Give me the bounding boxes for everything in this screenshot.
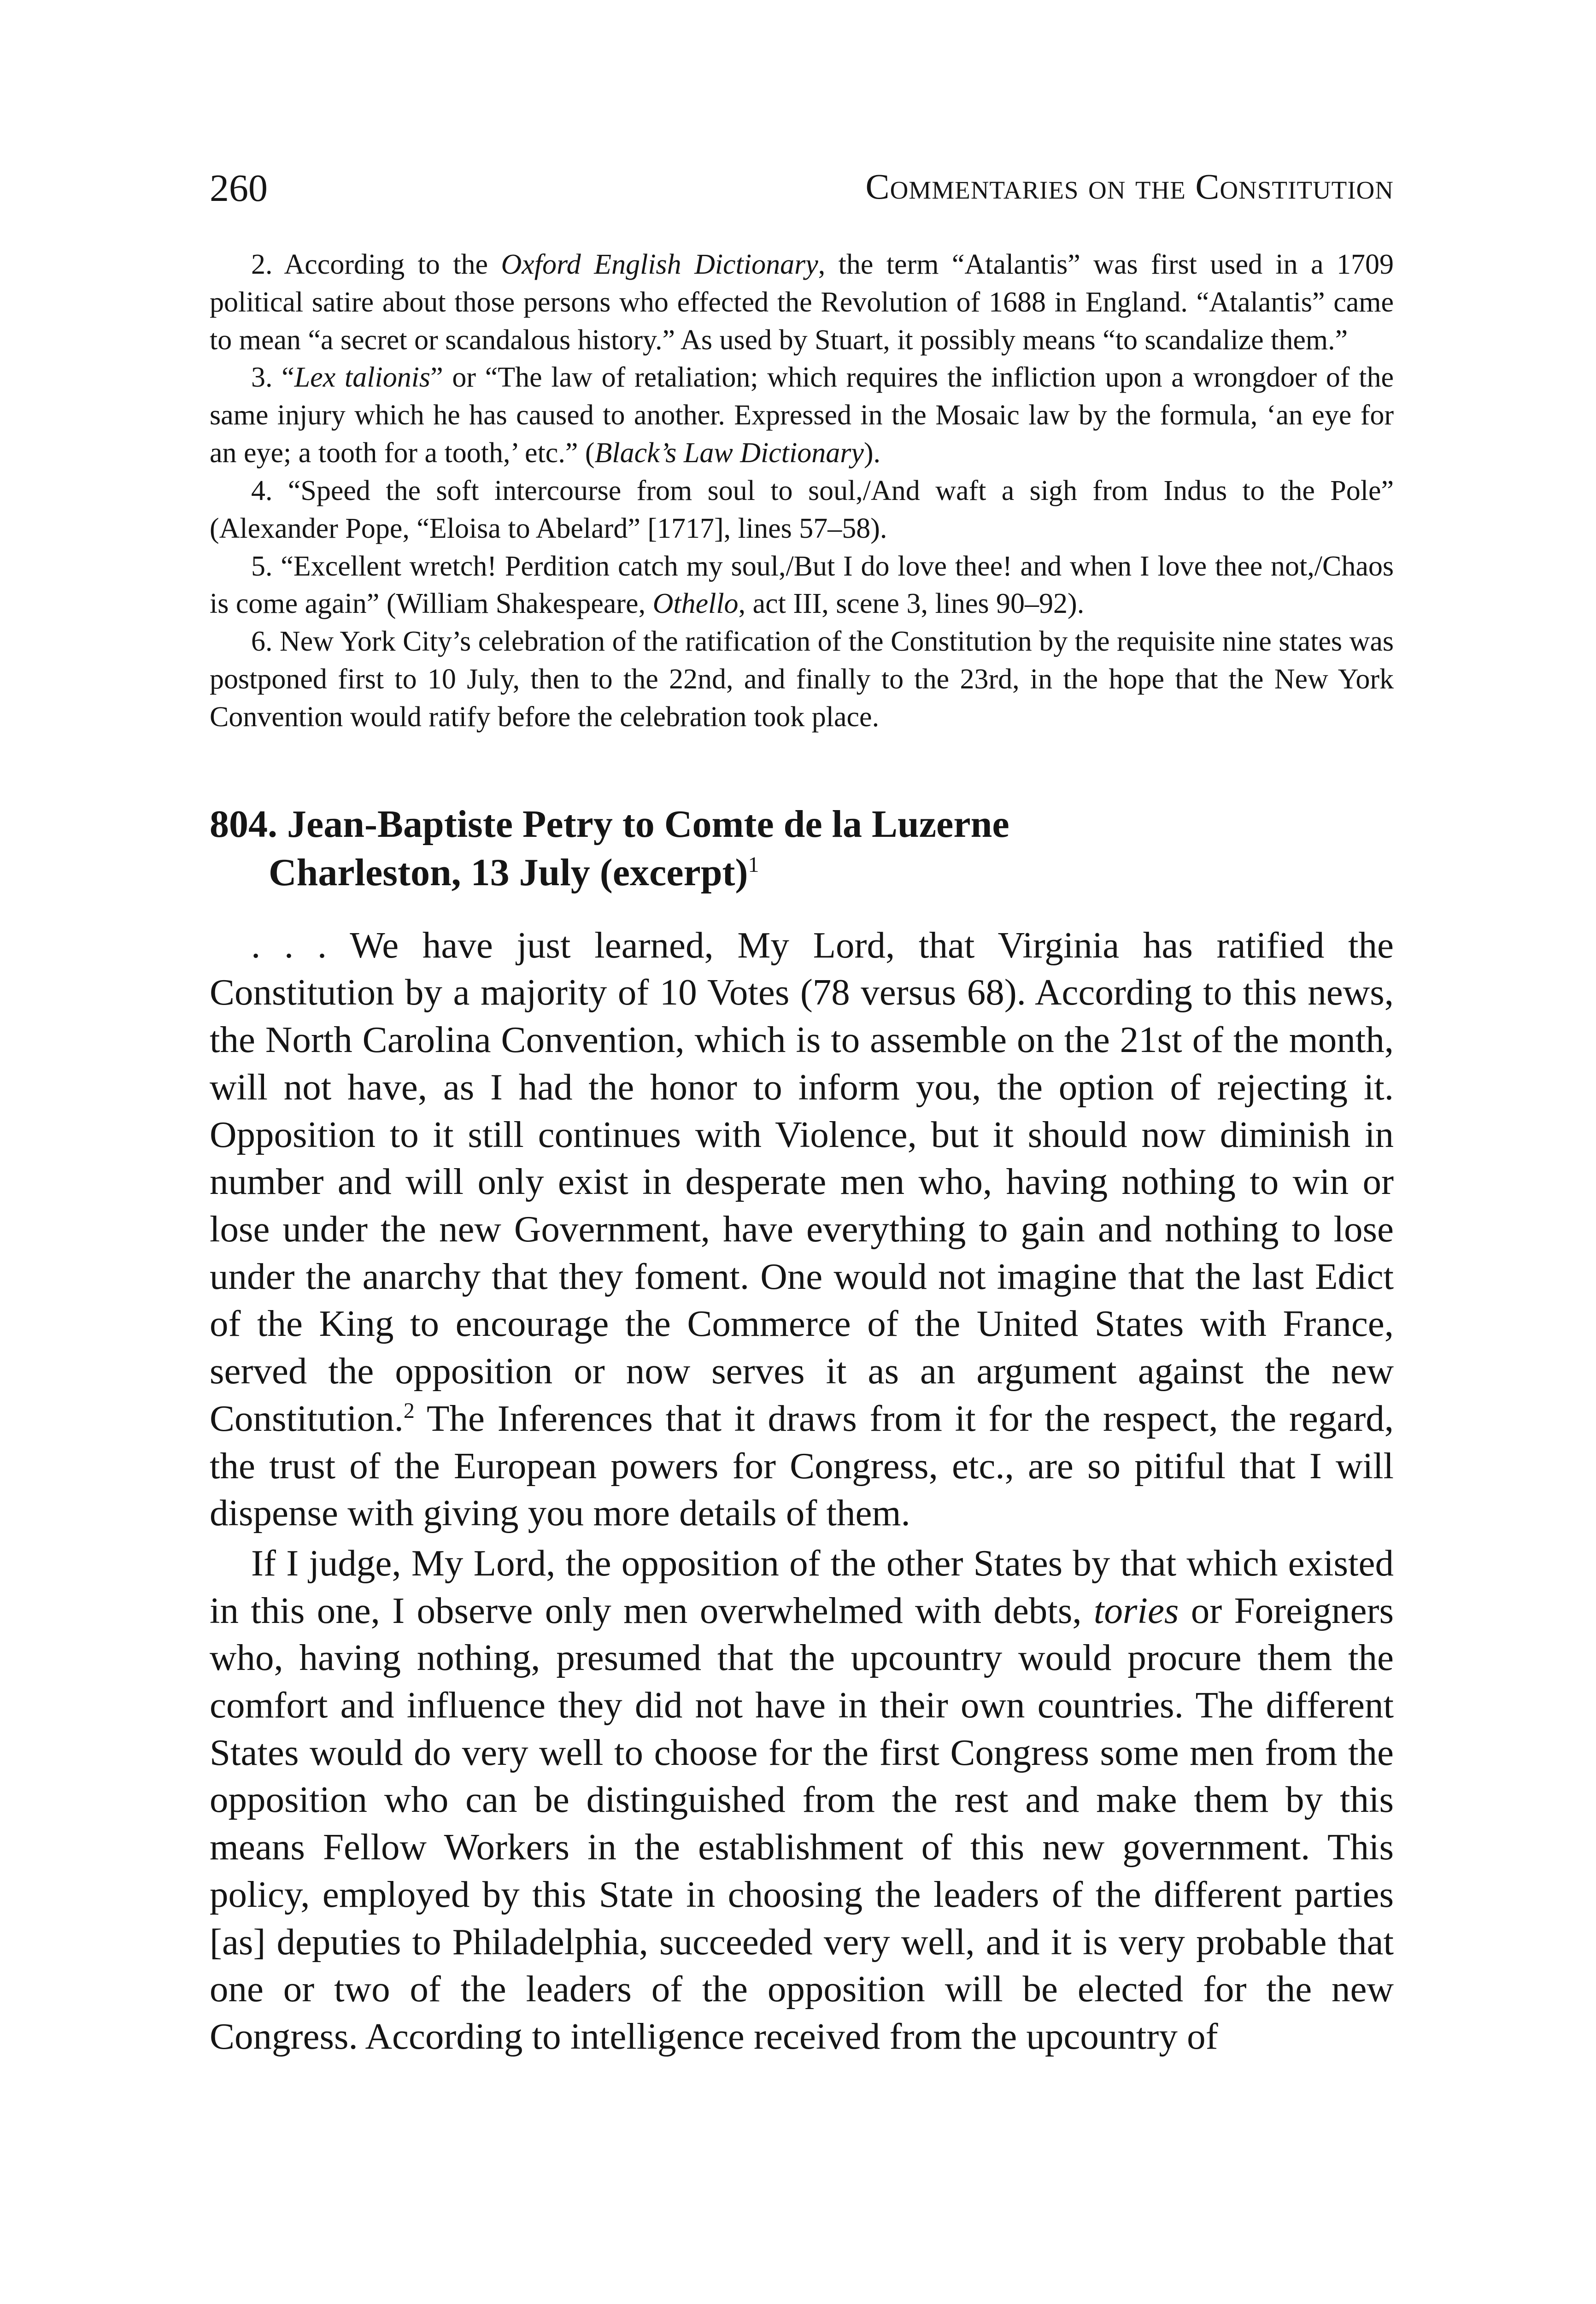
body-paragraph <box>210 922 1394 1537</box>
body-paragraph <box>210 1540 1394 2060</box>
dateline-text: Charleston, 13 July (excerpt) <box>269 851 748 894</box>
text-run: , the term “Atalantis” was first used in a 1709 political satire about those persons who effected the Revolution of 1688 in England. “Atalantis” came to mean “a secret or scandalous history.” As used by Stuart, it possibly means “to scandalize them.” <box>210 249 1394 356</box>
endnote <box>210 623 1394 736</box>
text-run: ). <box>863 437 881 469</box>
endnote <box>210 246 1394 359</box>
document-title: 804. Jean-Baptiste Petry to Comte de la Luzerne <box>210 802 1009 846</box>
book-page <box>210 166 1394 2060</box>
text-run: 4. “Speed the soft intercourse from soul to soul,/And waft a sigh from Indus to the Pole” (Alexander Pope, “Eloisa to Abelard” [1717], lines 57–58). <box>210 475 1394 544</box>
text-run: or Foreigners who, having nothing, presumed that the upcountry would procure them the comfort and influence they did not have in their own countries. The different States would do very well to choose for the first Congress some men from the opposition who can be distinguished from the rest and make them by this means Fellow Workers in the establishment of this new government. This policy, employed by this State in choosing the leaders of the different parties [as] deputies to Philadelphia, succeeded very well, and it is very probable that one or two of the leaders of the opposition will be elected for the new Congress. According to intelligence received from the upcountry of <box>210 1589 1394 2057</box>
text-run: 5. “Excellent wretch! Perdition catch my soul,/But I do love thee! and when I love thee not,/Chaos is come again” (William Shakespeare, <box>210 550 1394 620</box>
italic-text: tories <box>1093 1589 1179 1631</box>
text-run: . . . We have just learned, My Lord, that Virginia has ratified the Constitution by a majority of 10 Votes (78 versus 68). According to this news, the North Carolina Convention, which is to assemble on the 21st of the month, will not have, as I had the honor to inform you, the option of rejecting it. Opposition to it still continues with Violence, but it should now diminish in number and will only exist in desperate men who, having nothing to win or lose under the new Government, have everything to gain and nothing to lose under the anarchy that they foment. One would not imagine that the last Edict of the King to encourage the Commerce of the United States with France, served the opposition or now serves it as an argument against the new Constitution. <box>210 924 1394 1439</box>
endnote <box>210 472 1394 548</box>
text-run: 3. “ <box>251 362 294 394</box>
text-run: 2. According to the <box>251 249 501 280</box>
text-run: If I judge, My Lord, the opposition of the other States by that which existed in this one, I observe only men overwhelmed with debts, <box>210 1542 1394 1631</box>
text-run: , act III, scene 3, lines 90–92). <box>738 588 1085 620</box>
text-run: ” or “The law of retaliation; which requires the infliction upon a wrongdoer of the same injury which he has caused to another. Expressed in the Mosaic law by the formula, ‘an eye for an eye; a tooth for a tooth,’ etc.” ( <box>210 362 1394 469</box>
letter-body <box>210 922 1394 2060</box>
running-title: Commentaries on the Constitution <box>865 166 1394 206</box>
document-heading <box>210 800 1394 897</box>
text-run: 6. New York City’s celebration of the ratification of the Constitution by the requisite nine states was postponed first to 10 July, then to the 22nd, and finally to the 23rd, in the hope that the New York Convention would ratify before the celebration took place. <box>210 626 1394 733</box>
running-head <box>210 166 1394 221</box>
endnote <box>210 548 1394 623</box>
italic-text: Othello <box>652 588 739 620</box>
endnote <box>210 359 1394 472</box>
heading-note-ref: 1 <box>748 852 759 877</box>
note-reference: 2 <box>403 1398 415 1423</box>
text-run: The Inferences that it draws from it for the respect, the regard, the trust of the European powers for Congress, etc., are so pitiful that I will dispense with giving you more details of them. <box>210 1397 1394 1534</box>
document-dateline <box>210 848 1394 897</box>
italic-text: Black’s Law Dictionary <box>594 437 864 469</box>
italic-text: Oxford English Dictionary <box>501 249 818 280</box>
endnotes <box>210 246 1394 736</box>
italic-text: Lex talionis <box>294 362 431 394</box>
page-number: 260 <box>210 167 268 210</box>
